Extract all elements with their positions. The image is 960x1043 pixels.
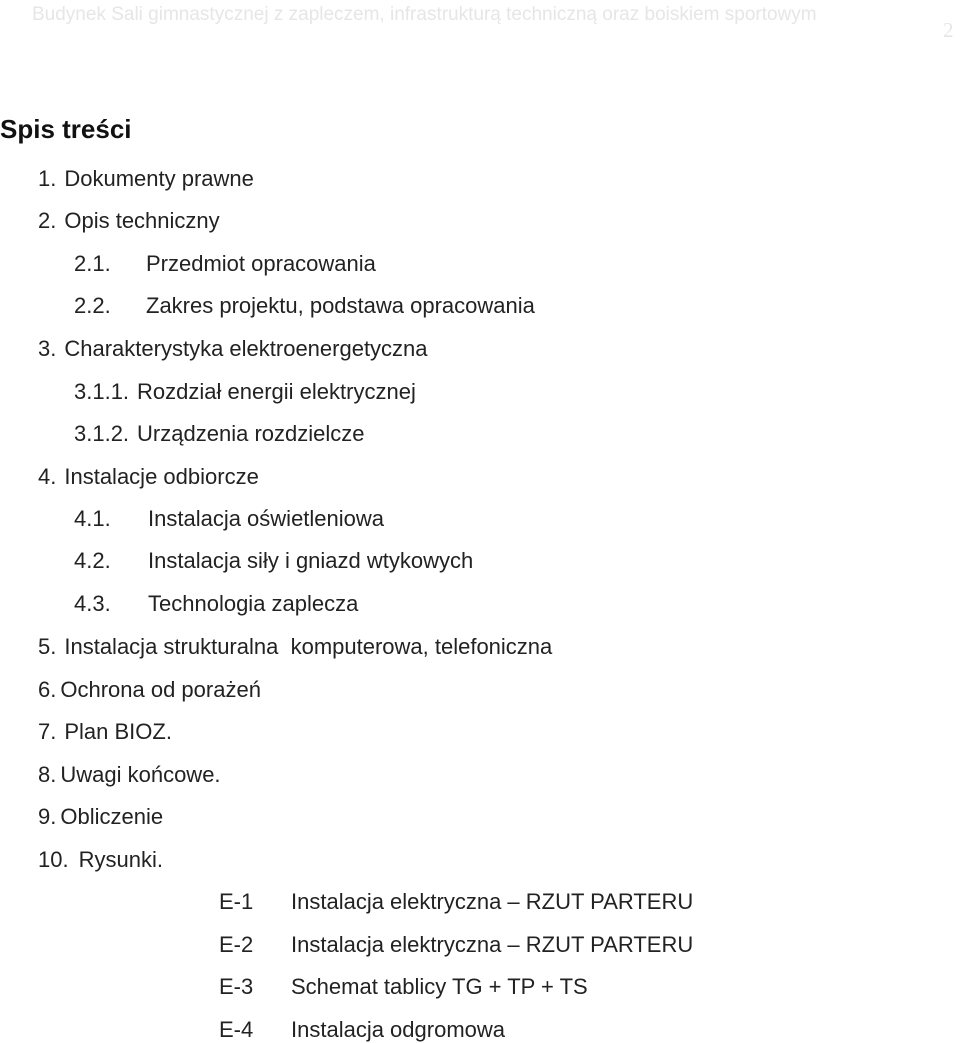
document-title: Budynek Sali gimnastycznej z zapleczem, infrastrukturą techniczną oraz boiskiem sportowym [32,4,817,25]
drawing-code: E-3 [219,974,254,999]
drawing-item [219,974,588,1000]
drawing-code: E-4 [219,1017,254,1042]
toc-item-number: 5. [38,634,57,659]
toc-item [38,719,172,745]
toc-item-label: Instalacje odbiorcze [64,464,259,489]
toc-item-number: 4.2. [74,548,111,573]
toc-item-number: 3. [38,336,57,361]
toc-item-number: 2.1. [74,251,111,276]
toc-item-label: Urządzenia rozdzielcze [137,421,365,446]
drawing-code: E-2 [219,932,254,957]
toc-item-number: 9. [38,804,57,829]
toc-item [38,847,163,873]
drawing-code: E-1 [219,889,254,914]
toc-item [38,208,220,234]
toc-item-number: 1. [38,166,57,191]
toc-item-label: Zakres projektu, podstawa opracowania [146,293,535,318]
toc-item-label: Ochrona od porażeń [60,677,261,702]
drawing-label: Instalacja elektryczna – RZUT PARTERU [291,889,694,914]
toc-item-number: 3.1.2. [74,421,130,446]
drawing-label: Schemat tablicy TG + TP + TS [291,974,588,999]
toc-item [74,548,473,574]
toc-item-label: Instalacja strukturalna komputerowa, telefoniczna [64,634,553,659]
toc-item-label: Rozdział energii elektrycznej [137,379,416,404]
toc-item-label: Uwagi końcowe. [60,762,221,787]
drawing-label: Instalacja odgromowa [291,1017,506,1042]
toc-item-number: 4.3. [74,591,111,616]
toc-item [38,677,261,703]
toc-item [38,804,163,830]
drawing-label: Instalacja elektryczna – RZUT PARTERU [291,932,694,957]
drawing-item [219,932,693,958]
toc-item-number: 2. [38,208,57,233]
toc-item [74,293,535,319]
toc-item-number: 2.2. [74,293,111,318]
toc-item-label: Charakterystyka elektroenergetyczna [64,336,428,361]
toc-item-label: Przedmiot opracowania [146,251,376,276]
page-number: 2 [943,18,954,42]
toc-item-label: Instalacja siły i gniazd wtykowych [148,548,474,573]
toc-item [38,634,552,660]
toc-item-number: 8. [38,762,57,787]
toc-item-label: Instalacja oświetleniowa [148,506,385,531]
toc-item [74,379,416,405]
toc-item-label: Rysunki. [78,847,163,872]
toc-item [38,166,254,192]
toc-item-number: 10. [38,847,69,872]
toc-item [38,336,428,362]
drawing-item [219,1017,505,1043]
toc-item [74,251,376,277]
toc-item-label: Technologia zaplecza [148,591,359,616]
toc-item-number: 3.1.1. [74,379,130,404]
toc-item [74,591,358,617]
toc-item [74,506,384,532]
toc-item [38,464,259,490]
toc-item-number: 6. [38,677,57,702]
toc-item-number: 4. [38,464,57,489]
toc-item-label: Dokumenty prawne [64,166,254,191]
toc-item [74,421,364,447]
toc-item [38,762,221,788]
toc-item-number: 7. [38,719,57,744]
toc-item-label: Plan BIOZ. [64,719,172,744]
toc-item-number: 4.1. [74,506,111,531]
toc-item-label: Opis techniczny [64,208,220,233]
drawing-item [219,889,693,915]
toc-heading: Spis treści [0,114,132,144]
toc-item-label: Obliczenie [60,804,164,829]
